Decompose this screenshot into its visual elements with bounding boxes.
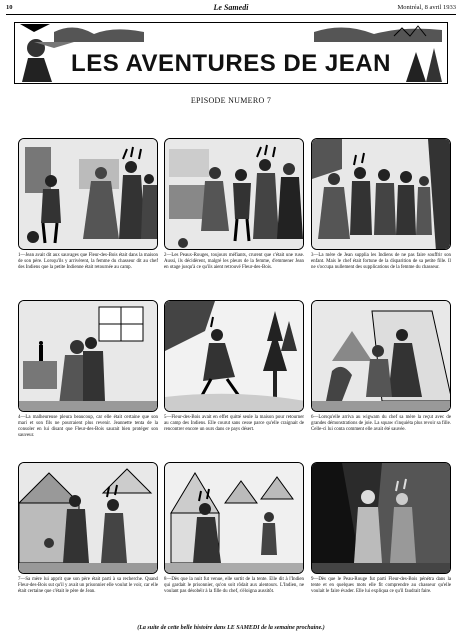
masthead: Le Samedi <box>213 3 249 12</box>
panel-caption: 8—Dès que la nuit fut venue, elle sortit de la tente. Elle dit à l'Indien qui gardait le prisonnier, qu'on soit rôdait aux alentours. L'Indien, ne voulant pas désobéir à la fille du chef, s'éloigna aussitôt. <box>164 577 304 595</box>
panel-drawing <box>18 300 158 412</box>
panel-drawing <box>164 138 304 250</box>
title-banner <box>14 22 448 84</box>
panel-drawing <box>164 462 304 574</box>
continuation-note: (La suite de cette belle histoire dans LE SAMEDI de la semaine prochaine.) <box>137 625 325 631</box>
panel-drawing <box>164 300 304 412</box>
panel-drawing <box>18 138 158 250</box>
panel-drawing <box>311 300 451 412</box>
panel-drawing <box>311 462 451 574</box>
panel-drawing <box>18 462 158 574</box>
panel-caption: 9—Dès que le Peau-Rouge fut parti Fleur-des-Bois pénétra dans la tente et en quelques mots elle fit comprendre au chasseur qu'elle voulait le faire évader. Elle lui expliqua ce qu'il faudrait faire. <box>311 577 451 595</box>
panel-caption: 7—Sa mère lui apprit que son père était parti à sa recherche. Quand Fleur-des-Bois sut qu'il y avait un prisonnier elle voulut le voir, car elle était certaine que c'était le père de Jean. <box>18 577 158 595</box>
panel-caption: 2—Les Peaux-Rouges, toujours méfiants, crurent que c'était une ruse. Aussi, ils décidèrent, malgré les pleurs de la femme, d'emmener Jean en otage jusqu'à ce qu'ils aient retrouvé Fleur-des-Bois. <box>164 253 304 271</box>
comic-title: LES AVENTURES DE JEAN <box>71 50 391 77</box>
panel-caption: 4—La malheureuse pleura beaucoup, car elle était certaine que son mari et son fils ne pourraient plus revenir. Jeannette tenta de la consoler en lui disant que Fleur-des-Bois saurait bien protéger son sauveur. <box>18 415 158 439</box>
panel-caption: 5—Fleur-des-Bois avait en effet quitté seule la maison pour retourner au camp des Indiens. Elle courut sans cesse parce qu'elle craignait de rencontrer encore un ours dans ce pays désert. <box>164 415 304 433</box>
panel-caption: 1—Jean avait dit aux sauvages que Fleur-des-Bois était dans la maison de son père. Lorsqu'ils y arrivèrent, la femme du chasseur dit au chef des Indiens que la petite Indienne était retournée au camp. <box>18 253 158 271</box>
panel-caption: 3—La mère de Jean supplia les Indiens de ne pas faire souffrir son enfant. Mais le chef était fortune de la disparition de sa petite fille. Il ne s'occupa nullement des supplications de la femme du chasseur. <box>311 253 451 271</box>
header-rule <box>6 14 456 15</box>
episode-label: EPISODE NUMERO 7 <box>190 96 272 105</box>
panel-drawing <box>311 138 451 250</box>
issue-date: Montréal, 8 avril 1933 <box>397 4 456 11</box>
panel-caption: 6—Lorsqu'elle arriva au wigwam du chef sa mère la reçut avec de grandes démonstrations de joie. La squaw s'inquiéta plus revoir sa fille. Celle-ci lui conta comment elle avait été sauvée. <box>311 415 451 433</box>
page-number: 10 <box>6 4 13 11</box>
